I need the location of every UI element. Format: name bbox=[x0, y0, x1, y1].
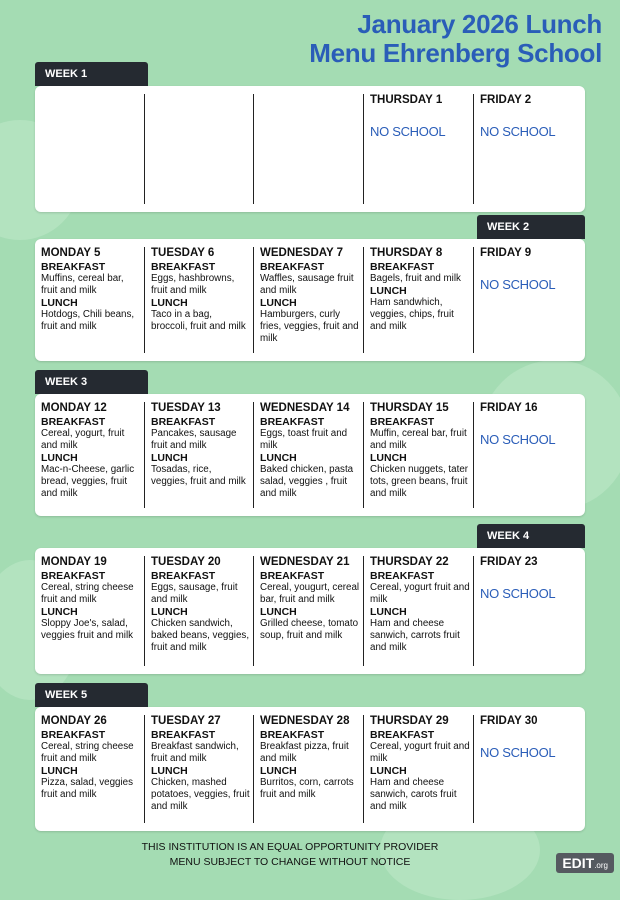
lunch-label: LUNCH bbox=[41, 452, 78, 464]
day-label: FRIDAY 2 bbox=[480, 94, 532, 106]
breakfast-label: BREAKFAST bbox=[151, 729, 216, 741]
day-cell-wednesday-28 bbox=[254, 715, 364, 823]
day-cell-thursday-15 bbox=[364, 402, 474, 508]
lunch-label: LUNCH bbox=[260, 452, 297, 464]
week-4-card bbox=[35, 548, 585, 674]
lunch-items: Grilled cheese, tomato soup, fruit and milk bbox=[260, 618, 359, 641]
no-school-note: NO SCHOOL bbox=[480, 124, 556, 139]
week-2-tab: WEEK 2 bbox=[477, 215, 585, 239]
day-cell-thursday-8 bbox=[364, 247, 474, 353]
day-label: MONDAY 19 bbox=[41, 556, 107, 568]
week-1-tab: WEEK 1 bbox=[35, 62, 148, 86]
day-label: WEDNESDAY 21 bbox=[260, 556, 350, 568]
day-label: TUESDAY 6 bbox=[151, 247, 215, 259]
breakfast-label: BREAKFAST bbox=[41, 261, 106, 273]
breakfast-label: BREAKFAST bbox=[370, 416, 435, 428]
day-cell-tuesday-13 bbox=[145, 402, 254, 508]
lunch-items: Chicken nuggets, tater tots, green beans, fruit and milk bbox=[370, 464, 469, 499]
week-3-card bbox=[35, 394, 585, 516]
lunch-items: Taco in a bag, broccoli, fruit and milk bbox=[151, 309, 246, 332]
day-label: FRIDAY 9 bbox=[480, 247, 532, 259]
breakfast-label: BREAKFAST bbox=[260, 261, 325, 273]
day-label: THURSDAY 1 bbox=[370, 94, 443, 106]
day-cell-wednesday-14 bbox=[254, 402, 364, 508]
day-cell-monday-19 bbox=[35, 556, 145, 666]
breakfast-label: BREAKFAST bbox=[370, 261, 435, 273]
lunch-items: Ham and cheese sanwich, carots fruit and milk bbox=[370, 777, 457, 812]
lunch-items: Burritos, corn, carrots fruit and milk bbox=[260, 777, 354, 800]
lunch-label: LUNCH bbox=[260, 765, 297, 777]
breakfast-label: BREAKFAST bbox=[41, 416, 106, 428]
day-label: TUESDAY 13 bbox=[151, 402, 221, 414]
day-label: MONDAY 26 bbox=[41, 715, 107, 727]
day-cell-empty bbox=[145, 94, 254, 204]
day-label: THURSDAY 15 bbox=[370, 402, 449, 414]
breakfast-items: Breakfast sandwich, fruit and milk bbox=[151, 741, 239, 764]
breakfast-items: Waffles, sausage fruit and milk bbox=[260, 273, 354, 296]
lunch-items: Pizza, salad, veggies fruit and milk bbox=[41, 777, 134, 800]
title-line-2: Menu Ehrenberg School bbox=[309, 38, 602, 68]
week-1-card bbox=[35, 86, 585, 212]
day-cell-friday-9 bbox=[474, 247, 585, 353]
lunch-items: Baked chicken, pasta salad, veggies , fruit and milk bbox=[260, 464, 354, 499]
breakfast-items: Cereal, string cheese fruit and milk bbox=[41, 582, 134, 605]
footer bbox=[0, 840, 580, 870]
day-cell-thursday-29 bbox=[364, 715, 474, 823]
lunch-label: LUNCH bbox=[370, 606, 407, 618]
lunch-items: Tosadas, rice, veggies, fruit and milk bbox=[151, 464, 246, 487]
logo-main-text: EDIT bbox=[562, 855, 595, 871]
lunch-label: LUNCH bbox=[41, 765, 78, 777]
title-line-1: January 2026 Lunch bbox=[357, 9, 602, 39]
day-label: FRIDAY 30 bbox=[480, 715, 538, 727]
day-cell-thursday-22 bbox=[364, 556, 474, 666]
day-label: TUESDAY 20 bbox=[151, 556, 221, 568]
no-school-note: NO SCHOOL bbox=[480, 432, 556, 447]
breakfast-label: BREAKFAST bbox=[151, 261, 216, 273]
week-4-tab: WEEK 4 bbox=[477, 524, 585, 548]
lunch-label: LUNCH bbox=[370, 452, 407, 464]
breakfast-label: BREAKFAST bbox=[370, 570, 435, 582]
day-label: THURSDAY 22 bbox=[370, 556, 449, 568]
lunch-label: LUNCH bbox=[151, 297, 188, 309]
no-school-note: NO SCHOOL bbox=[480, 586, 556, 601]
lunch-label: LUNCH bbox=[41, 297, 78, 309]
day-label: FRIDAY 23 bbox=[480, 556, 538, 568]
day-label: WEDNESDAY 14 bbox=[260, 402, 350, 414]
breakfast-label: BREAKFAST bbox=[260, 729, 325, 741]
breakfast-items: Cereal, yogurt fruit and milk bbox=[370, 741, 470, 764]
week-5-tab: WEEK 5 bbox=[35, 683, 148, 707]
day-cell-tuesday-27 bbox=[145, 715, 254, 823]
lunch-label: LUNCH bbox=[370, 285, 407, 297]
day-cell-tuesday-20 bbox=[145, 556, 254, 666]
lunch-label: LUNCH bbox=[151, 452, 188, 464]
no-school-note: NO SCHOOL bbox=[480, 745, 556, 760]
day-cell-friday-2 bbox=[474, 94, 585, 204]
week-3-tab: WEEK 3 bbox=[35, 370, 148, 394]
breakfast-items: Muffin, cereal bar, fruit and milk bbox=[370, 428, 467, 451]
day-label: THURSDAY 29 bbox=[370, 715, 449, 727]
lunch-label: LUNCH bbox=[41, 606, 78, 618]
day-label: FRIDAY 16 bbox=[480, 402, 538, 414]
week-5-card bbox=[35, 707, 585, 831]
lunch-label: LUNCH bbox=[370, 765, 407, 777]
lunch-items: Mac-n-Cheese, garlic bread, veggies, fruit and milk bbox=[41, 464, 135, 499]
lunch-label: LUNCH bbox=[151, 606, 188, 618]
breakfast-label: BREAKFAST bbox=[41, 570, 106, 582]
day-cell-wednesday-7 bbox=[254, 247, 364, 353]
breakfast-items: Muffins, cereal bar, fruit and milk bbox=[41, 273, 124, 296]
day-label: WEDNESDAY 28 bbox=[260, 715, 350, 727]
breakfast-items: Bagels, fruit and milk bbox=[370, 273, 461, 284]
lunch-items: Ham and cheese sanwich, carrots fruit and milk bbox=[370, 618, 460, 653]
breakfast-items: Eggs, sausage, fruit and milk bbox=[151, 582, 238, 605]
lunch-items: Sloppy Joe's, salad, veggies fruit and milk bbox=[41, 618, 134, 641]
lunch-label: LUNCH bbox=[151, 765, 188, 777]
day-cell-empty bbox=[254, 94, 364, 204]
day-label: WEDNESDAY 7 bbox=[260, 247, 344, 259]
edit-org-logo bbox=[556, 853, 614, 873]
breakfast-items: Breakfast pizza, fruit and milk bbox=[260, 741, 349, 764]
menu-change-notice: MENU SUBJECT TO CHANGE WITHOUT NOTICE bbox=[169, 856, 411, 868]
day-cell-tuesday-6 bbox=[145, 247, 254, 353]
day-cell-friday-30 bbox=[474, 715, 585, 823]
day-cell-monday-5 bbox=[35, 247, 145, 353]
day-label: MONDAY 5 bbox=[41, 247, 101, 259]
breakfast-label: BREAKFAST bbox=[260, 416, 325, 428]
lunch-items: Chicken, mashed potatoes, veggies, fruit and milk bbox=[151, 777, 250, 812]
breakfast-items: Eggs, hashbrowns, fruit and milk bbox=[151, 273, 235, 296]
day-label: TUESDAY 27 bbox=[151, 715, 221, 727]
lunch-items: Hamburgers, curly fries, veggies, fruit and milk bbox=[260, 309, 359, 344]
day-cell-empty bbox=[35, 94, 145, 204]
breakfast-label: BREAKFAST bbox=[260, 570, 325, 582]
breakfast-items: Cereal, yougurt, cereal bar, fruit and milk bbox=[260, 582, 360, 605]
lunch-label: LUNCH bbox=[260, 297, 297, 309]
day-label: THURSDAY 8 bbox=[370, 247, 443, 259]
day-cell-thursday-1 bbox=[364, 94, 474, 204]
logo-suffix-text: .org bbox=[594, 861, 608, 870]
breakfast-label: BREAKFAST bbox=[151, 416, 216, 428]
lunch-items: Hotdogs, Chili beans, fruit and milk bbox=[41, 309, 135, 332]
breakfast-items: Eggs, toast fruit and milk bbox=[260, 428, 348, 451]
breakfast-label: BREAKFAST bbox=[41, 729, 106, 741]
lunch-items: Chicken sandwich, baked beans, veggies, fruit and milk bbox=[151, 618, 250, 653]
lunch-label: LUNCH bbox=[260, 606, 297, 618]
day-cell-monday-26 bbox=[35, 715, 145, 823]
lunch-items: Ham sandwhich, veggies, chips, fruit and milk bbox=[370, 297, 454, 332]
day-label: MONDAY 12 bbox=[41, 402, 107, 414]
breakfast-label: BREAKFAST bbox=[370, 729, 435, 741]
equal-opportunity-notice: THIS INSTITUTION IS AN EQUAL OPPORTUNITY PROVIDER bbox=[141, 841, 439, 853]
day-cell-monday-12 bbox=[35, 402, 145, 508]
breakfast-items: Cereal, yogurt fruit and milk bbox=[370, 582, 470, 605]
no-school-note: NO SCHOOL bbox=[370, 124, 446, 139]
no-school-note: NO SCHOOL bbox=[480, 277, 556, 292]
week-2-card bbox=[35, 239, 585, 361]
page-title bbox=[272, 10, 602, 68]
breakfast-label: BREAKFAST bbox=[151, 570, 216, 582]
breakfast-items: Cereal, string cheese fruit and milk bbox=[41, 741, 134, 764]
day-cell-friday-23 bbox=[474, 556, 585, 666]
day-cell-wednesday-21 bbox=[254, 556, 364, 666]
breakfast-items: Pancakes, sausage fruit and milk bbox=[151, 428, 237, 451]
day-cell-friday-16 bbox=[474, 402, 585, 508]
breakfast-items: Cereal, yogurt, fruit and milk bbox=[41, 428, 125, 451]
